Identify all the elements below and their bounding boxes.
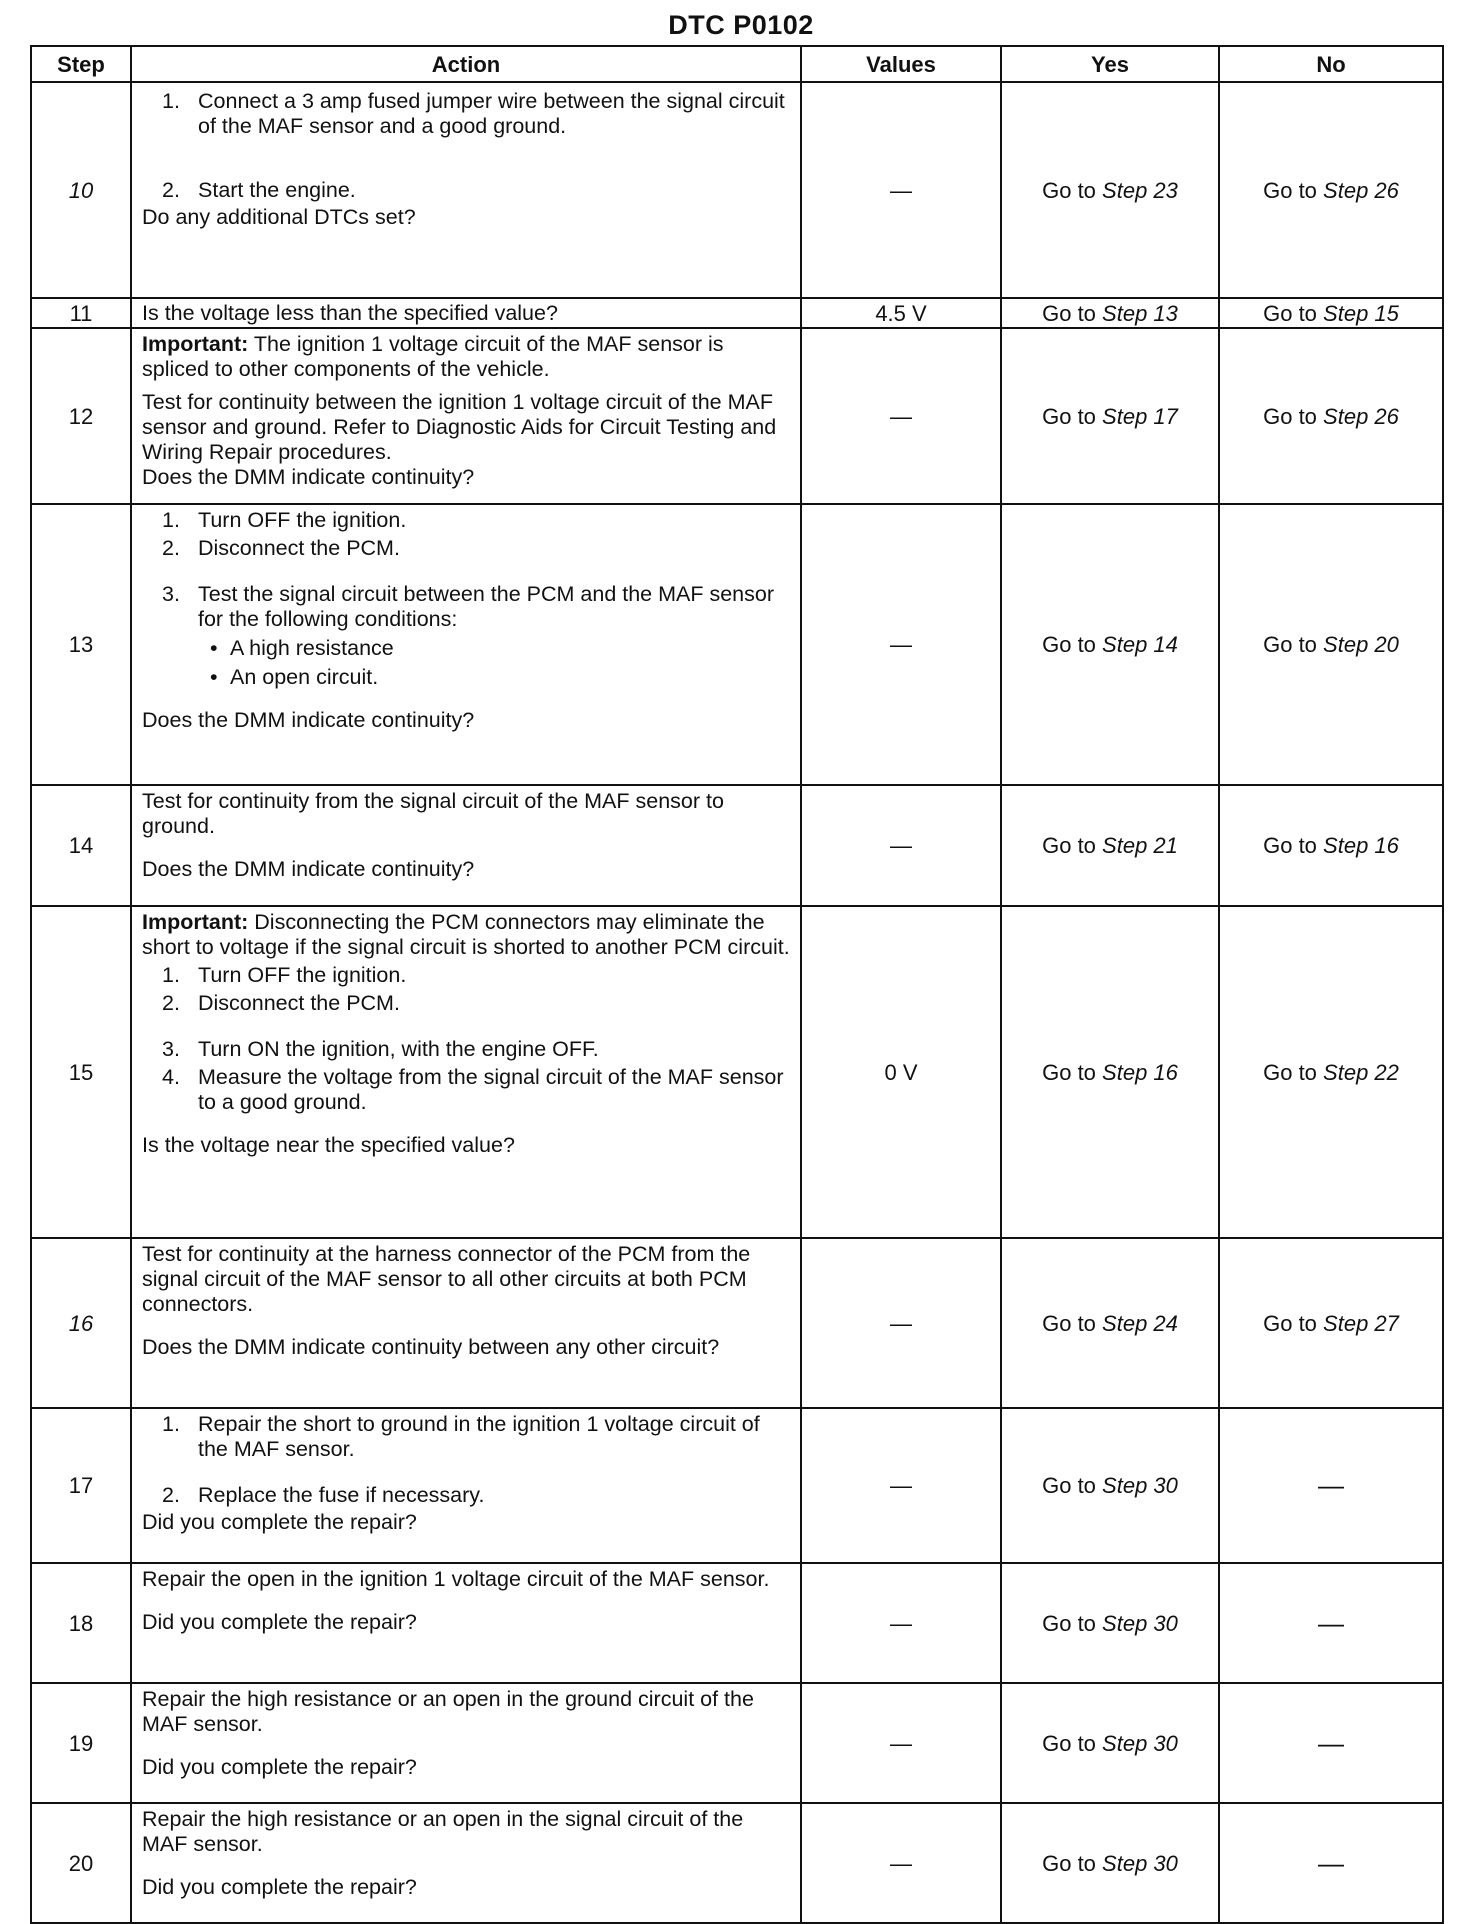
- diagnostic-table: [30, 45, 1444, 1924]
- action-question: Did you complete the repair?: [142, 1510, 417, 1534]
- action-cell: [131, 328, 801, 504]
- value-cell: —: [801, 1408, 1001, 1563]
- value-cell: —: [801, 1238, 1001, 1408]
- numbered-item: 1. Repair the short to ground in the ignition 1 voltage circuit of the MAF sensor.: [162, 1412, 760, 1461]
- action-question: Does the DMM indicate continuity between any other circuit?: [142, 1335, 720, 1359]
- table-row: [31, 906, 1443, 1238]
- action-question: Did you complete the repair?: [142, 1875, 417, 1899]
- yes-cell: Go to Step 13: [1001, 298, 1219, 328]
- table-row: [31, 785, 1443, 906]
- yes-cell: Go to Step 16: [1001, 906, 1219, 1238]
- yes-cell: Go to Step 24: [1001, 1238, 1219, 1408]
- value-cell: —: [801, 1803, 1001, 1923]
- step-number: 15: [31, 906, 131, 1238]
- no-cell: —: [1219, 1683, 1443, 1803]
- table-row: [31, 1563, 1443, 1683]
- action-cell: [131, 1803, 801, 1923]
- action-question: Does the DMM indicate continuity?: [142, 465, 475, 489]
- step-number: 18: [31, 1563, 131, 1683]
- step-number: 16: [31, 1238, 131, 1408]
- action-body: Repair the high resistance or an open in the ground circuit of the MAF sensor.: [142, 1687, 754, 1736]
- no-cell: —: [1219, 1408, 1443, 1563]
- numbered-item: 3. Test the signal circuit between the PCM and the MAF sensor for the following conditions:: [162, 582, 774, 631]
- value-cell: —: [801, 1563, 1001, 1683]
- yes-cell: Go to Step 21: [1001, 785, 1219, 906]
- step-number: 17: [31, 1408, 131, 1563]
- table-row: [31, 1408, 1443, 1563]
- no-cell: Go to Step 15: [1219, 298, 1443, 328]
- numbered-item: 4. Measure the voltage from the signal circuit of the MAF sensor to a good ground.: [162, 1065, 784, 1114]
- yes-cell: Go to Step 30: [1001, 1683, 1219, 1803]
- action-question: Did you complete the repair?: [142, 1610, 417, 1634]
- numbered-item: 1. Connect a 3 amp fused jumper wire between the signal circuit of the MAF sensor and a good ground.: [162, 89, 785, 138]
- no-cell: Go to Step 27: [1219, 1238, 1443, 1408]
- value-cell: —: [801, 82, 1001, 298]
- table-row: [31, 1683, 1443, 1803]
- header-no: No: [1219, 46, 1443, 82]
- numbered-item: 2. Disconnect the PCM.: [162, 991, 400, 1015]
- action-cell: [131, 1683, 801, 1803]
- action-question: Is the voltage less than the specified value?: [142, 300, 558, 325]
- yes-cell: Go to Step 14: [1001, 504, 1219, 785]
- action-cell: [131, 82, 801, 298]
- numbered-item: 2. Disconnect the PCM.: [162, 536, 400, 560]
- action-cell: [131, 1408, 801, 1563]
- header-action: Action: [131, 46, 801, 82]
- value-cell: 0 V: [801, 906, 1001, 1238]
- bullet-item: • An open circuit.: [210, 665, 379, 689]
- yes-cell: Go to Step 17: [1001, 328, 1219, 504]
- action-cell: [131, 906, 801, 1238]
- numbered-item: 3. Turn ON the ignition, with the engine OFF.: [162, 1037, 599, 1061]
- value-cell: —: [801, 785, 1001, 906]
- step-number: 11: [31, 298, 131, 328]
- step-number: 13: [31, 504, 131, 785]
- header-step: Step: [31, 46, 131, 82]
- action-cell: [131, 1563, 801, 1683]
- no-cell: Go to Step 26: [1219, 82, 1443, 298]
- important-note: Important: Disconnecting the PCM connectors may eliminate the short to voltage if the signal circuit is shorted to another PCM circuit.: [142, 910, 790, 959]
- table-row: [31, 1238, 1443, 1408]
- value-cell: 4.5 V: [801, 298, 1001, 328]
- yes-cell: Go to Step 30: [1001, 1563, 1219, 1683]
- important-note: Important: The ignition 1 voltage circuit of the MAF sensor is spliced to other components of the vehicle.: [142, 332, 724, 381]
- action-question: Do any additional DTCs set?: [142, 205, 416, 229]
- table-row: [31, 82, 1443, 298]
- header-yes: Yes: [1001, 46, 1219, 82]
- step-number: 10: [31, 82, 131, 298]
- numbered-item: 2. Start the engine.: [162, 178, 356, 202]
- yes-cell: Go to Step 30: [1001, 1408, 1219, 1563]
- table-row: [31, 328, 1443, 504]
- numbered-item: 1. Turn OFF the ignition.: [162, 508, 407, 532]
- numbered-item: 1. Turn OFF the ignition.: [162, 963, 407, 987]
- action-question: Did you complete the repair?: [142, 1755, 417, 1779]
- no-cell: —: [1219, 1563, 1443, 1683]
- action-body: Repair the high resistance or an open in the signal circuit of the MAF sensor.: [142, 1807, 744, 1856]
- no-cell: Go to Step 20: [1219, 504, 1443, 785]
- no-cell: —: [1219, 1803, 1443, 1923]
- table-row: [31, 1803, 1443, 1923]
- action-question: Does the DMM indicate continuity?: [142, 708, 475, 732]
- yes-cell: Go to Step 30: [1001, 1803, 1219, 1923]
- value-cell: —: [801, 1683, 1001, 1803]
- no-cell: Go to Step 26: [1219, 328, 1443, 504]
- action-question: Does the DMM indicate continuity?: [142, 857, 475, 881]
- action-cell: [131, 785, 801, 906]
- step-number: 12: [31, 328, 131, 504]
- action-cell: [131, 298, 801, 328]
- step-number: 20: [31, 1803, 131, 1923]
- header-values: Values: [801, 46, 1001, 82]
- action-body: Test for continuity at the harness connector of the PCM from the signal circuit of the MAF sensor to all other circuits at both PCM connectors.: [142, 1242, 751, 1316]
- step-number: 14: [31, 785, 131, 906]
- step-number: 19: [31, 1683, 131, 1803]
- table-header-row: [31, 46, 1443, 82]
- action-cell: [131, 504, 801, 785]
- value-cell: —: [801, 328, 1001, 504]
- action-body: Test for continuity between the ignition 1 voltage circuit of the MAF sensor and ground. Refer to Diagnostic Aids for Circuit Testing and Wiring Repair procedures.: [142, 390, 777, 464]
- table-row: [31, 504, 1443, 785]
- no-cell: Go to Step 22: [1219, 906, 1443, 1238]
- page-title: DTC P0102: [668, 10, 814, 40]
- action-body: Test for continuity from the signal circuit of the MAF sensor to ground.: [142, 789, 724, 838]
- no-cell: Go to Step 16: [1219, 785, 1443, 906]
- action-body: Repair the open in the ignition 1 voltage circuit of the MAF sensor.: [142, 1567, 770, 1591]
- numbered-item: 2. Replace the fuse if necessary.: [162, 1483, 485, 1507]
- action-question: Is the voltage near the specified value?: [142, 1133, 515, 1157]
- action-cell: [131, 1238, 801, 1408]
- yes-cell: Go to Step 23: [1001, 82, 1219, 298]
- table-row: [31, 298, 1443, 328]
- value-cell: —: [801, 504, 1001, 785]
- bullet-item: • A high resistance: [210, 636, 394, 660]
